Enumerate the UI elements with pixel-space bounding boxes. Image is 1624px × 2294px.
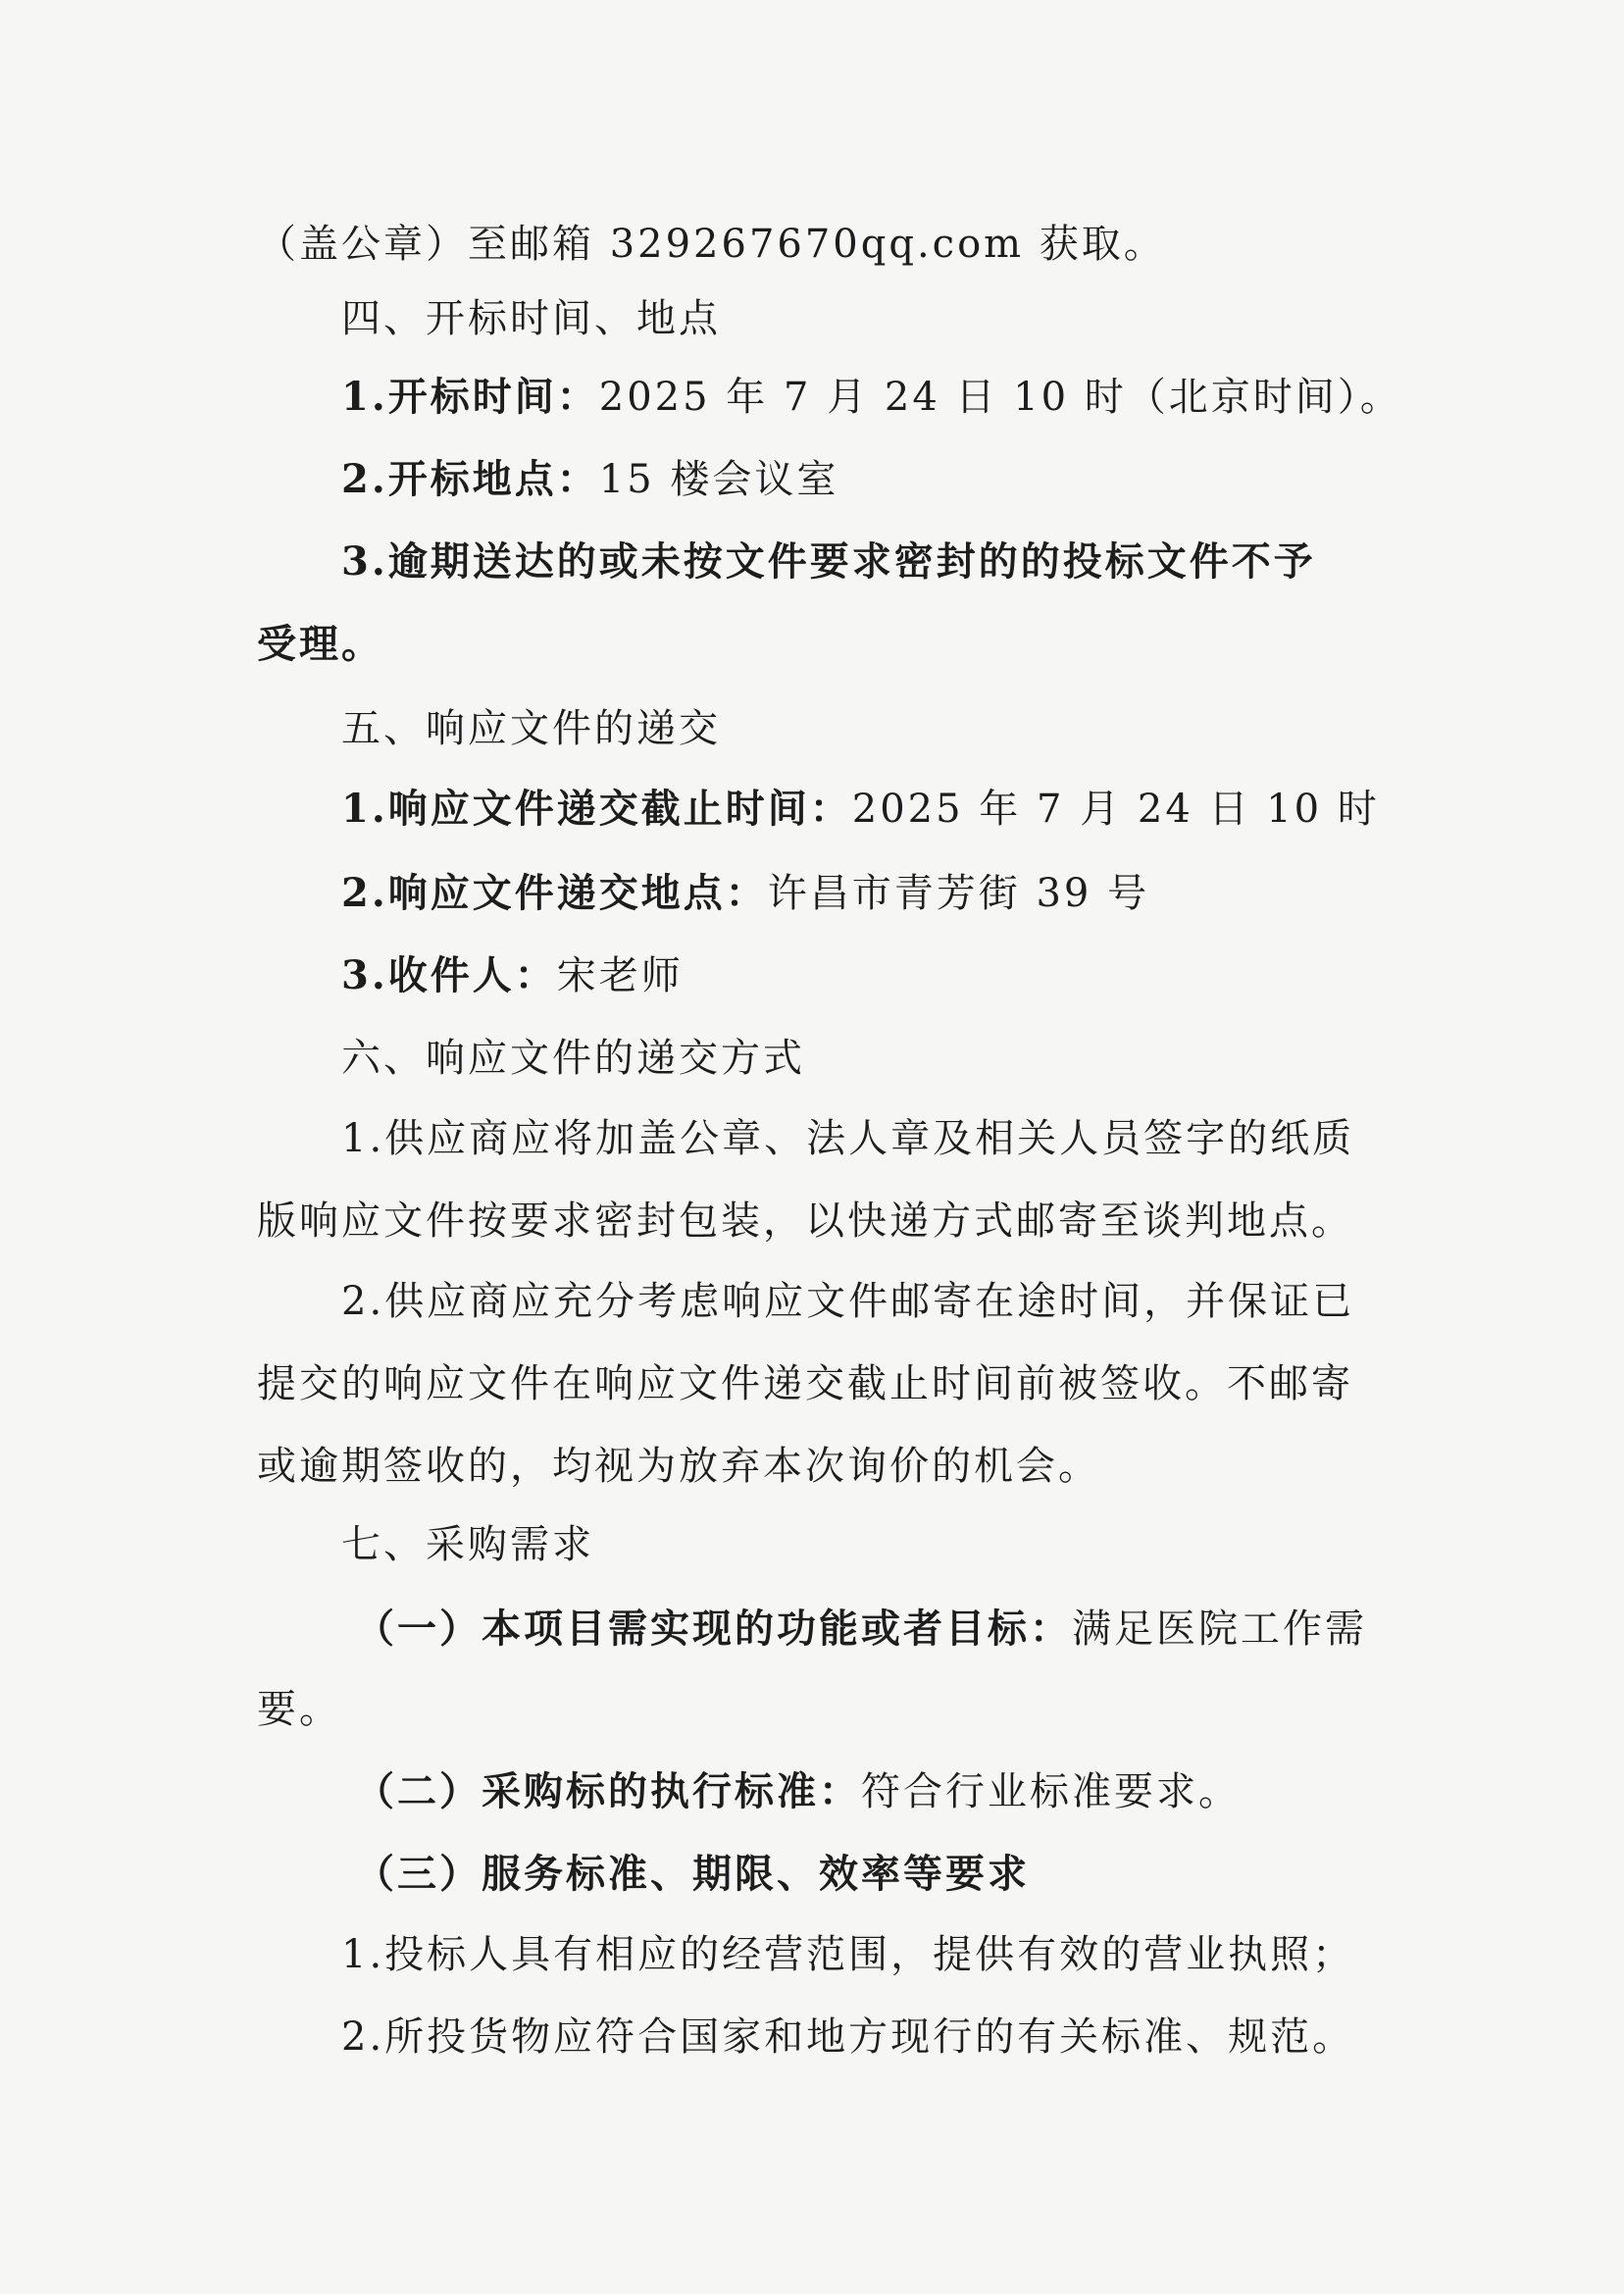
requirement-goal (355, 1603, 1367, 1656)
requirement-goal-label: （一）本项目需实现的功能或者目标： (355, 1606, 1072, 1652)
paragraph-line: 2.所投货物应符合国家和地方现行的有关标准、规范。 (341, 2014, 1355, 2060)
recipient-label: 3.收件人： (341, 952, 557, 998)
late-submission-notice: 3.逾期送达的或未按文件要求密封的的投标文件不予 (341, 538, 1316, 585)
section-heading-6: 六、响应文件的递交方式 (341, 1036, 805, 1081)
opening-location (341, 453, 838, 506)
paragraph-line: 提交的响应文件在响应文件递交截止时间前被签收。不邮寄 (257, 1361, 1353, 1406)
submission-deadline-label: 1.响应文件递交截止时间： (341, 786, 852, 832)
recipient-value: 宋老师 (556, 953, 684, 998)
requirement-standard-label: （二）采购标的执行标准： (355, 1768, 861, 1814)
requirement-standard-value: 符合行业标准要求。 (861, 1769, 1241, 1814)
requirement-service-heading: （三）服务标准、期限、效率等要求 (355, 1851, 1030, 1897)
submission-location-value: 许昌市青芳街 39 号 (767, 871, 1150, 916)
opening-location-value: 15 楼会议室 (598, 457, 839, 502)
opening-time-value: 2025 年 7 月 24 日 10 时（北京时间）。 (598, 375, 1402, 420)
recipient (341, 949, 684, 1002)
paragraph-line: 1.供应商应将加盖公章、法人章及相关人员签字的纸质 (341, 1116, 1355, 1161)
late-submission-notice-cont: 受理。 (257, 621, 383, 667)
submission-location-label: 2.响应文件递交地点： (341, 870, 768, 916)
opening-time (341, 371, 1402, 424)
requirement-goal-cont: 要。 (257, 1687, 341, 1732)
requirement-standard (355, 1765, 1241, 1818)
requirement-goal-value: 满足医院工作需 (1072, 1606, 1367, 1652)
section-heading-7: 七、采购需求 (341, 1522, 594, 1567)
section-heading-4: 四、开标时间、地点 (341, 296, 721, 341)
paragraph-line: 或逾期签收的，均视为放弃本次询价的机会。 (257, 1444, 1100, 1489)
opening-location-label: 2.开标地点： (341, 456, 599, 502)
paragraph-line: 2.供应商应充分考虑响应文件邮寄在途时间，并保证已 (341, 1279, 1355, 1324)
text-line: （盖公章）至邮箱 329267670qq.com 获取。 (257, 222, 1166, 267)
paragraph-line: 1.投标人具有相应的经营范围，提供有效的营业执照； (341, 1932, 1355, 1977)
submission-deadline-value: 2025 年 7 月 24 日 10 时 (851, 787, 1380, 832)
opening-time-label: 1.开标时间： (341, 374, 599, 420)
submission-location (341, 867, 1149, 920)
section-heading-5: 五、响应文件的递交 (341, 706, 721, 751)
submission-deadline (341, 783, 1380, 836)
paragraph-line: 版响应文件按要求密封包装，以快递方式邮寄至谈判地点。 (257, 1198, 1353, 1244)
